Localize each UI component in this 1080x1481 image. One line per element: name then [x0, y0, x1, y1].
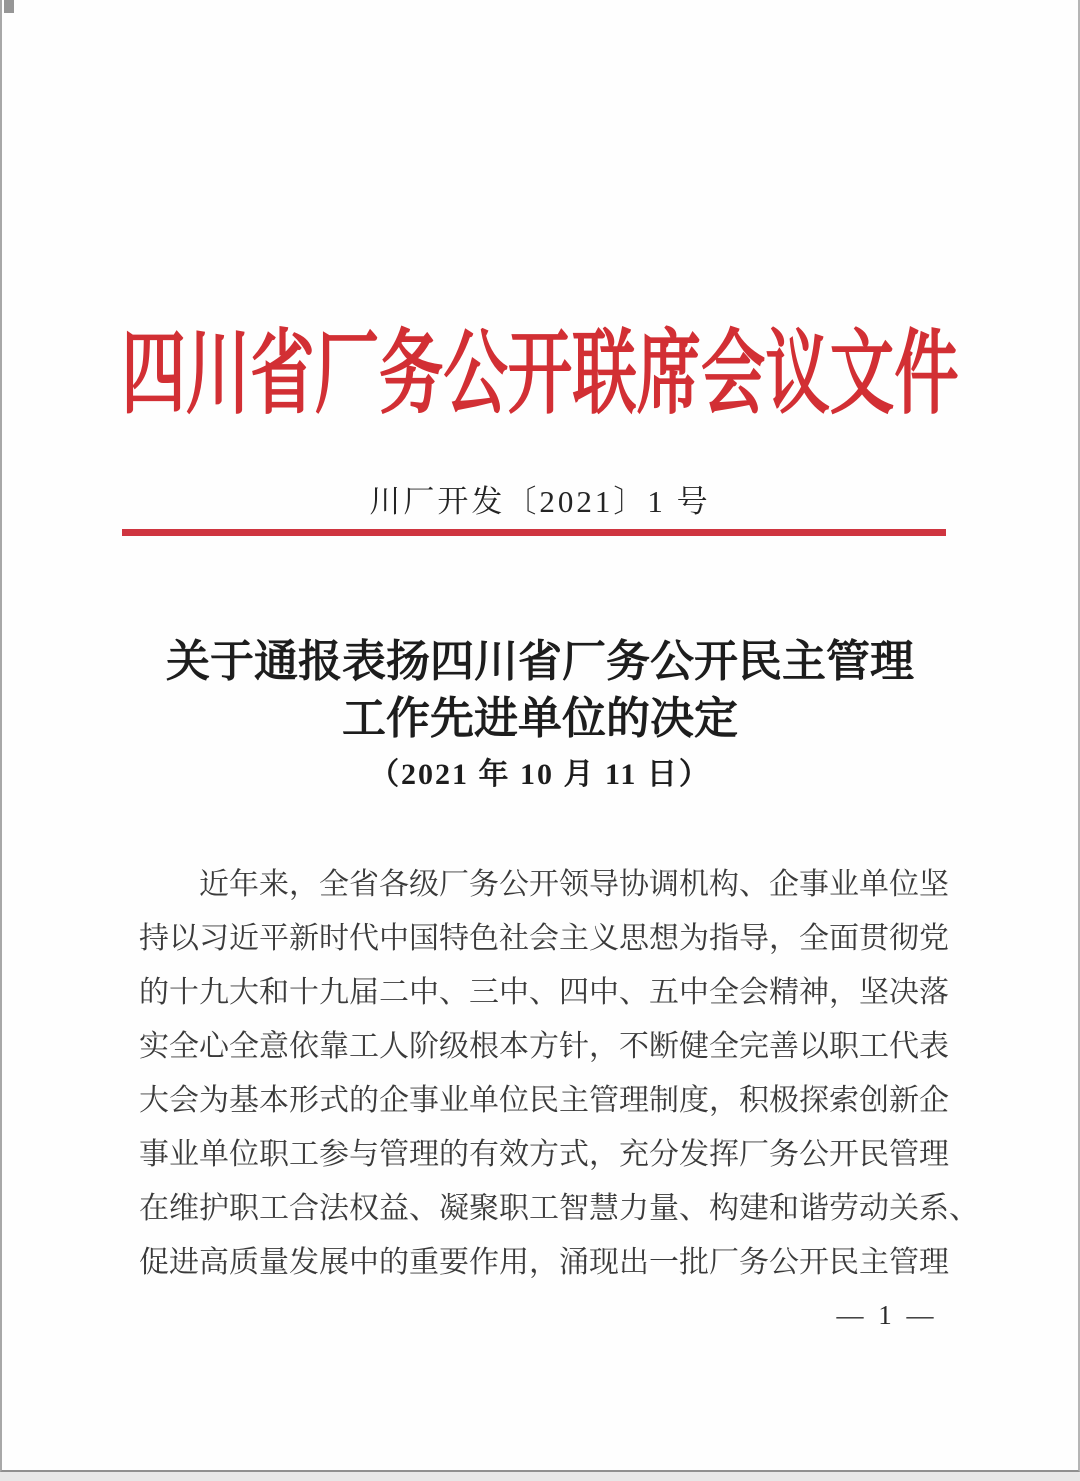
letterhead-title: 四川省厂务公开联席会议文件 — [121, 323, 959, 425]
body-line: 近年来，全省各级厂务公开领导协调机构、企事业单位坚 — [199, 868, 949, 901]
document-title — [2, 633, 1078, 747]
body-line: 在维护职工合法权益、凝聚职工智慧力量、构建和谐劳动关系、 — [139, 1192, 979, 1225]
scan-bottom-edge — [0, 1472, 1080, 1481]
body-line: 实全心全意依靠工人阶级根本方针，不断健全完善以职工代表 — [139, 1030, 949, 1063]
body-line: 持以习近平新时代中国特色社会主义思想为指导，全面贯彻党 — [139, 922, 949, 955]
body-line: 促进高质量发展中的重要作用，涌现出一批厂务公开民主管理 — [139, 1246, 949, 1279]
body-paragraph — [139, 858, 979, 1290]
red-divider-rule — [122, 529, 946, 536]
page-number: — 1 — — [836, 1300, 938, 1330]
document-title-line1: 关于通报表扬四川省厂务公开民主管理 — [166, 637, 914, 686]
document-number: 川厂开发〔2021〕1 号 — [369, 484, 711, 519]
body-line: 事业单位职工参与管理的有效方式，充分发挥厂务公开民管理 — [139, 1138, 949, 1171]
body-line: 大会为基本形式的企事业单位民主管理制度，积极探索创新企 — [139, 1084, 949, 1117]
scan-artifact — [4, 0, 14, 13]
document-title-line2: 工作先进单位的决定 — [342, 694, 738, 743]
body-line: 的十九大和十九届二中、三中、四中、五中全会精神，坚决落 — [139, 976, 949, 1009]
document-date: （2021 年 10 月 11 日） — [369, 758, 711, 791]
letterhead-banner — [2, 303, 1078, 445]
